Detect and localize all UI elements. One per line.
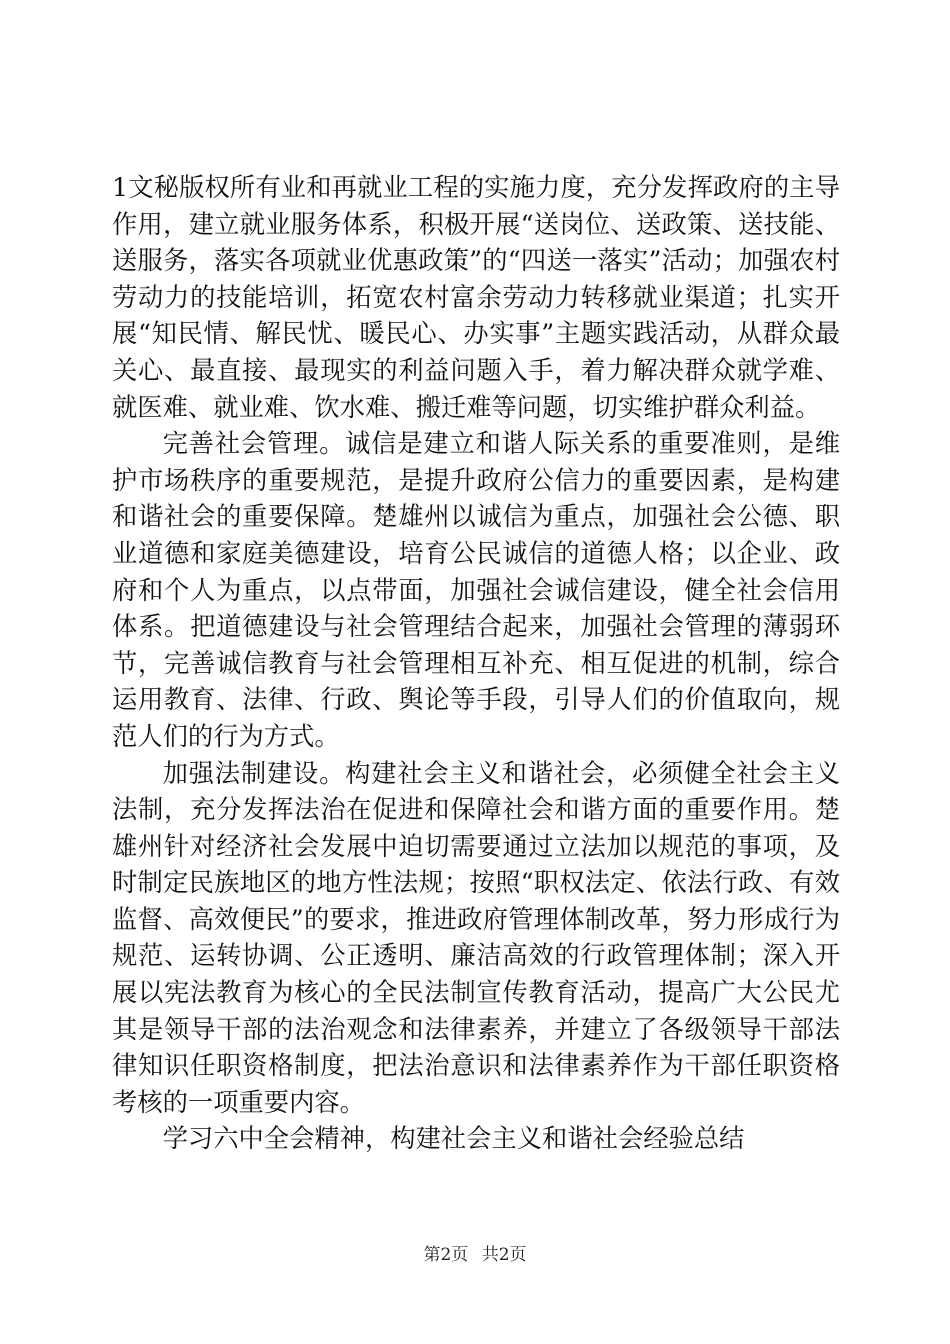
page-number-current: 第2页 bbox=[423, 1245, 469, 1265]
page-number-total: 共2页 bbox=[481, 1245, 527, 1265]
paragraph-legal-system: 加强法制建设。构建社会主义和谐社会，必须健全社会主义法制，充分发挥法治在促进和保障社会和谐方面的重要作用。楚雄州针对经济社会发展中迫切需要通过立法加以规范的事项，及时制定民族地区的地方性法规；按照“职权法定、依法行政、有效监督、高效便民”的要求，推进政府管理体制改革，努力形成行为规范、运转协调、公正透明、廉洁高效的行政管理体制；深入开展以宪法教育为核心的全民法制宣传教育活动，提高广大公民尤其是领导干部的法治观念和法律素养，并建立了各级领导干部法律知识任职资格制度，把法治意识和法律素养作为干部任职资格考核的一项重要内容。 bbox=[112, 758, 840, 1117]
paragraph-social-management: 完善社会管理。诚信是建立和谐人际关系的重要准则，是维护市场秩序的重要规范，是提升政府公信力的重要因素，是构建和谐社会的重要保障。楚雄州以诚信为重点，加强社会公德、职业道德和家庭美德建设，培育公民诚信的道德人格；以企业、政府和个人为重点，以点带面，加强社会诚信建设，健全社会信用体系。把道德建设与社会管理结合起来，加强社会管理的薄弱环节，完善诚信教育与社会管理相互补充、相互促进的机制，综合运用教育、法律、行政、舆论等手段，引导人们的价值取向，规范人们的行为方式。 bbox=[112, 429, 840, 751]
document-body bbox=[112, 170, 840, 1158]
page-footer bbox=[0, 1244, 950, 1266]
paragraph-employment: 1文秘版权所有业和再就业工程的实施力度，充分发挥政府的主导作用，建立就业服务体系，积极开展“送岗位、送政策、送技能、送服务，落实各项就业优惠政策”的“四送一落实”活动；加强农村劳动力的技能培训，拓宽农村富余劳动力转移就业渠道；扎实开展“知民情、解民忧、暖民心、办实事”主题实践活动，从群众最关心、最直接、最现实的利益问题入手，着力解决群众就学难、就医难、就业难、饮水难、搬迁难等问题，切实维护群众利益。 bbox=[112, 173, 840, 422]
paragraph-closing-title: 学习六中全会精神，构建社会主义和谐社会经验总结 bbox=[162, 1124, 745, 1154]
